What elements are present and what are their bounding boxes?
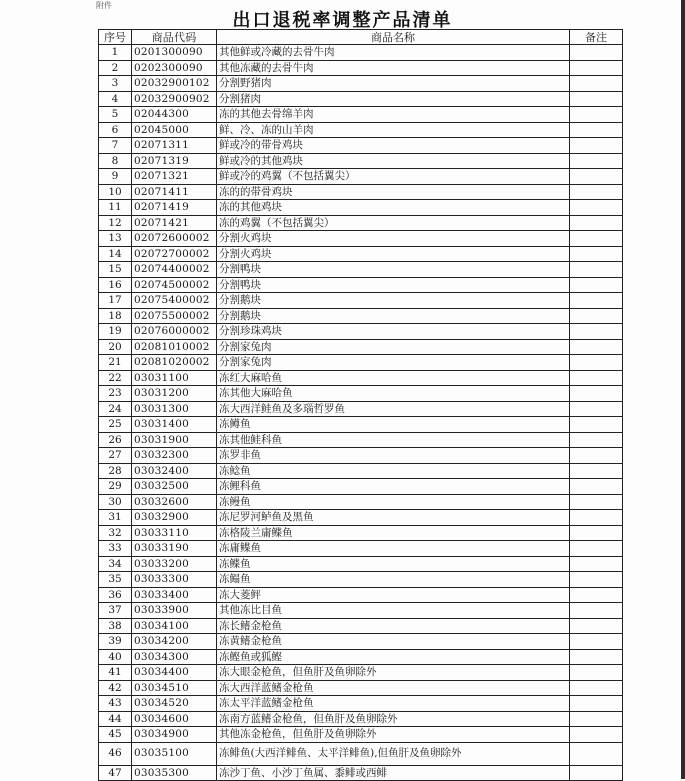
row-name: 冻大西洋蓝鳍金枪鱼: [217, 680, 570, 696]
row-code: 03034900: [132, 727, 217, 743]
table-row: [99, 355, 623, 371]
row-index: 3: [99, 76, 132, 92]
row-name: 其他冻金枪鱼，但鱼肝及鱼卵除外: [217, 727, 570, 743]
row-note: [570, 200, 623, 216]
row-note: [570, 215, 623, 231]
row-note: [570, 293, 623, 309]
row-note: [570, 169, 623, 185]
row-index: 4: [99, 91, 132, 107]
row-note: [570, 432, 623, 448]
row-note: [570, 618, 623, 634]
row-index: 9: [99, 169, 132, 185]
row-name: 分割鸭块: [217, 262, 570, 278]
row-index: 47: [99, 765, 132, 781]
table-row: [99, 401, 623, 417]
header-code: 商品代码: [132, 30, 217, 45]
row-note: [570, 246, 623, 262]
row-note: [570, 45, 623, 61]
row-index: 18: [99, 308, 132, 324]
row-note: [570, 479, 623, 495]
row-index: 24: [99, 401, 132, 417]
row-name: 分割家兔肉: [217, 339, 570, 355]
row-index: 42: [99, 680, 132, 696]
table-row: [99, 572, 623, 588]
row-note: [570, 587, 623, 603]
row-note: [570, 355, 623, 371]
table-row: [99, 138, 623, 154]
row-name: 鲜或冷的鸡翼（不包括翼尖）: [217, 169, 570, 185]
row-name: 冻鲶鱼: [217, 463, 570, 479]
row-name: 冻的其他鸡块: [217, 200, 570, 216]
row-code: 03032500: [132, 479, 217, 495]
row-name: 其他鲜或冷藏的去骨牛肉: [217, 45, 570, 61]
row-index: 6: [99, 122, 132, 138]
row-index: 34: [99, 556, 132, 572]
row-name: 冻庸鲽鱼: [217, 541, 570, 557]
row-code: 02071311: [132, 138, 217, 154]
row-note: [570, 541, 623, 557]
row-note: [570, 401, 623, 417]
row-code: 03034100: [132, 618, 217, 634]
table-row: [99, 417, 623, 433]
row-name: 分割野猪肉: [217, 76, 570, 92]
row-note: [570, 76, 623, 92]
row-index: 12: [99, 215, 132, 231]
row-name: 冻鲤科鱼: [217, 479, 570, 495]
row-name: 冻鳗鱼: [217, 494, 570, 510]
table-row: [99, 60, 623, 76]
row-code: 03034300: [132, 649, 217, 665]
row-index: 25: [99, 417, 132, 433]
row-name: 冻其他大麻哈鱼: [217, 386, 570, 402]
product-table: [98, 29, 623, 781]
row-note: [570, 91, 623, 107]
row-code: 02076000002: [132, 324, 217, 340]
row-code: 03033190: [132, 541, 217, 557]
row-code: 02071321: [132, 169, 217, 185]
table-row: [99, 742, 623, 765]
table-row: [99, 525, 623, 541]
row-note: [570, 556, 623, 572]
row-name: 分割鸭块: [217, 277, 570, 293]
row-index: 38: [99, 618, 132, 634]
table-row: [99, 277, 623, 293]
row-index: 29: [99, 479, 132, 495]
row-index: 20: [99, 339, 132, 355]
row-note: [570, 324, 623, 340]
table-row: [99, 246, 623, 262]
row-name: 冻罗非鱼: [217, 448, 570, 464]
row-code: 03032300: [132, 448, 217, 464]
row-index: 14: [99, 246, 132, 262]
row-name: 冻的其他去骨绵羊肉: [217, 107, 570, 123]
row-index: 27: [99, 448, 132, 464]
row-index: 43: [99, 696, 132, 712]
row-name: 冻太平洋蓝鳍金枪鱼: [217, 696, 570, 712]
row-index: 8: [99, 153, 132, 169]
row-index: 30: [99, 494, 132, 510]
table-row: [99, 448, 623, 464]
row-code: 03031400: [132, 417, 217, 433]
row-code: 03032400: [132, 463, 217, 479]
row-note: [570, 572, 623, 588]
table-row: [99, 765, 623, 781]
row-name: 分割鹅块: [217, 308, 570, 324]
row-index: 15: [99, 262, 132, 278]
row-name: 冻大眼金枪鱼，但鱼肝及鱼卵除外: [217, 665, 570, 681]
row-code: 03034600: [132, 711, 217, 727]
row-note: [570, 649, 623, 665]
row-note: [570, 138, 623, 154]
row-name: 分割家兔肉: [217, 355, 570, 371]
row-code: 03033400: [132, 587, 217, 603]
table-row: [99, 107, 623, 123]
row-index: 32: [99, 525, 132, 541]
row-note: [570, 603, 623, 619]
table-row: [99, 603, 623, 619]
row-code: 03031300: [132, 401, 217, 417]
table-row: [99, 432, 623, 448]
row-code: 02081020002: [132, 355, 217, 371]
row-name: 冻南方蓝鳍金枪鱼，但鱼肝及鱼卵除外: [217, 711, 570, 727]
row-name: 冻鳟鱼: [217, 417, 570, 433]
row-name: 鲜或冷的其他鸡块: [217, 153, 570, 169]
row-name: 冻格陵兰庸鲽鱼: [217, 525, 570, 541]
row-note: [570, 277, 623, 293]
row-index: 17: [99, 293, 132, 309]
row-code: 03031900: [132, 432, 217, 448]
row-index: 35: [99, 572, 132, 588]
row-index: 39: [99, 634, 132, 650]
row-code: 03032900: [132, 510, 217, 526]
row-code: 0202300090: [132, 60, 217, 76]
row-name: 冻尼罗河鲈鱼及黑鱼: [217, 510, 570, 526]
row-name: 冻鳎鱼: [217, 572, 570, 588]
row-index: 7: [99, 138, 132, 154]
row-code: 03033200: [132, 556, 217, 572]
row-code: 03033900: [132, 603, 217, 619]
row-code: 02071421: [132, 215, 217, 231]
row-code: 0201300090: [132, 45, 217, 61]
row-index: 44: [99, 711, 132, 727]
row-note: [570, 231, 623, 247]
row-name: 鲜、冷、冻的山羊肉: [217, 122, 570, 138]
table-row: [99, 479, 623, 495]
row-index: 26: [99, 432, 132, 448]
row-index: 28: [99, 463, 132, 479]
row-index: 16: [99, 277, 132, 293]
row-code: 02071419: [132, 200, 217, 216]
row-name: 冻鲣鱼或狐鲣: [217, 649, 570, 665]
row-code: 03033110: [132, 525, 217, 541]
table-row: [99, 587, 623, 603]
row-code: 02075500002: [132, 308, 217, 324]
row-code: 02075400002: [132, 293, 217, 309]
row-index: 36: [99, 587, 132, 603]
table-row: [99, 169, 623, 185]
row-note: [570, 742, 623, 765]
row-index: 22: [99, 370, 132, 386]
row-index: 1: [99, 45, 132, 61]
row-name: 分割火鸡块: [217, 246, 570, 262]
row-code: 02074500002: [132, 277, 217, 293]
header-index: 序号: [99, 30, 132, 45]
row-note: [570, 525, 623, 541]
row-code: 02074400002: [132, 262, 217, 278]
row-note: [570, 262, 623, 278]
row-name: 冻黄鳍金枪鱼: [217, 634, 570, 650]
table-row: [99, 634, 623, 650]
table-row: [99, 122, 623, 138]
table-row: [99, 200, 623, 216]
table-row: [99, 45, 623, 61]
row-code: 02071319: [132, 153, 217, 169]
table-row: [99, 184, 623, 200]
table-row: [99, 386, 623, 402]
row-code: 02081010002: [132, 339, 217, 355]
row-code: 02032900902: [132, 91, 217, 107]
row-name: 冻鲱鱼(大西洋鲱鱼、太平洋鲱鱼),但鱼肝及鱼卵除外: [217, 742, 570, 765]
row-code: 03031200: [132, 386, 217, 402]
row-index: 41: [99, 665, 132, 681]
row-name: 冻长鳍金枪鱼: [217, 618, 570, 634]
table-row: [99, 618, 623, 634]
table-row: [99, 541, 623, 557]
document-title: 出口退税率调整产品清单: [232, 10, 453, 31]
row-index: 40: [99, 649, 132, 665]
row-note: [570, 386, 623, 402]
row-index: 31: [99, 510, 132, 526]
row-code: 02032900102: [132, 76, 217, 92]
table-row: [99, 556, 623, 572]
row-code: 03034520: [132, 696, 217, 712]
row-note: [570, 308, 623, 324]
row-index: 10: [99, 184, 132, 200]
table-row: [99, 711, 623, 727]
attachment-mark: 附件: [96, 1, 112, 10]
table-row: [99, 339, 623, 355]
row-name: 分割猪肉: [217, 91, 570, 107]
table-row: [99, 324, 623, 340]
row-note: [570, 680, 623, 696]
row-index: 21: [99, 355, 132, 371]
row-name: 其他冻藏的去骨牛肉: [217, 60, 570, 76]
table-row: [99, 231, 623, 247]
row-code: 03034400: [132, 665, 217, 681]
table-row: [99, 680, 623, 696]
row-note: [570, 634, 623, 650]
row-note: [570, 463, 623, 479]
row-code: 03033300: [132, 572, 217, 588]
table-row: [99, 91, 623, 107]
scan-edge: [681, 0, 685, 779]
row-code: 03034200: [132, 634, 217, 650]
row-code: 02072600002: [132, 231, 217, 247]
row-name: 其他冻比目鱼: [217, 603, 570, 619]
row-note: [570, 122, 623, 138]
header-name: 商品名称: [217, 30, 570, 45]
table-row: [99, 649, 623, 665]
row-code: 03032600: [132, 494, 217, 510]
row-note: [570, 107, 623, 123]
row-code: 02071411: [132, 184, 217, 200]
row-note: [570, 153, 623, 169]
row-note: [570, 665, 623, 681]
table-row: [99, 696, 623, 712]
row-code: 02045000: [132, 122, 217, 138]
row-note: [570, 696, 623, 712]
row-index: 45: [99, 727, 132, 743]
row-note: [570, 711, 623, 727]
table-row: [99, 494, 623, 510]
row-note: [570, 339, 623, 355]
row-name: 冻的鸡翼（不包括翼尖）: [217, 215, 570, 231]
row-note: [570, 510, 623, 526]
table-row: [99, 153, 623, 169]
table-body: [99, 45, 623, 781]
row-index: 46: [99, 742, 132, 765]
table-row: [99, 262, 623, 278]
row-index: 5: [99, 107, 132, 123]
row-index: 37: [99, 603, 132, 619]
row-note: [570, 184, 623, 200]
row-note: [570, 765, 623, 781]
table-header-row: [99, 30, 623, 45]
table-row: [99, 370, 623, 386]
table-row: [99, 215, 623, 231]
row-name: 分割火鸡块: [217, 231, 570, 247]
row-name: 冻鲽鱼: [217, 556, 570, 572]
table-row: [99, 463, 623, 479]
row-name: 分割珍珠鸡块: [217, 324, 570, 340]
row-index: 23: [99, 386, 132, 402]
table-row: [99, 727, 623, 743]
header-note: 备注: [570, 30, 623, 45]
row-code: 03035100: [132, 742, 217, 765]
table-row: [99, 293, 623, 309]
row-note: [570, 370, 623, 386]
row-note: [570, 727, 623, 743]
table-row: [99, 76, 623, 92]
table-row: [99, 510, 623, 526]
row-index: 13: [99, 231, 132, 247]
row-code: 03035300: [132, 765, 217, 781]
row-note: [570, 60, 623, 76]
table-row: [99, 665, 623, 681]
table-row: [99, 308, 623, 324]
row-name: 冻其他鲑科鱼: [217, 432, 570, 448]
row-name: 分割鹅块: [217, 293, 570, 309]
row-note: [570, 448, 623, 464]
row-code: 03031100: [132, 370, 217, 386]
row-name: 冻沙丁鱼、小沙丁鱼属、黍鲱或西鲱: [217, 765, 570, 781]
row-index: 33: [99, 541, 132, 557]
row-index: 11: [99, 200, 132, 216]
row-code: 02072700002: [132, 246, 217, 262]
row-name: 冻的的带骨鸡块: [217, 184, 570, 200]
row-name: 冻红大麻哈鱼: [217, 370, 570, 386]
row-note: [570, 494, 623, 510]
row-name: 冻大菱鲆: [217, 587, 570, 603]
row-code: 02044300: [132, 107, 217, 123]
row-name: 冻大西洋鲑鱼及多瑙哲罗鱼: [217, 401, 570, 417]
row-index: 2: [99, 60, 132, 76]
row-index: 19: [99, 324, 132, 340]
row-name: 鲜或冷的带骨鸡块: [217, 138, 570, 154]
row-note: [570, 417, 623, 433]
row-code: 03034510: [132, 680, 217, 696]
